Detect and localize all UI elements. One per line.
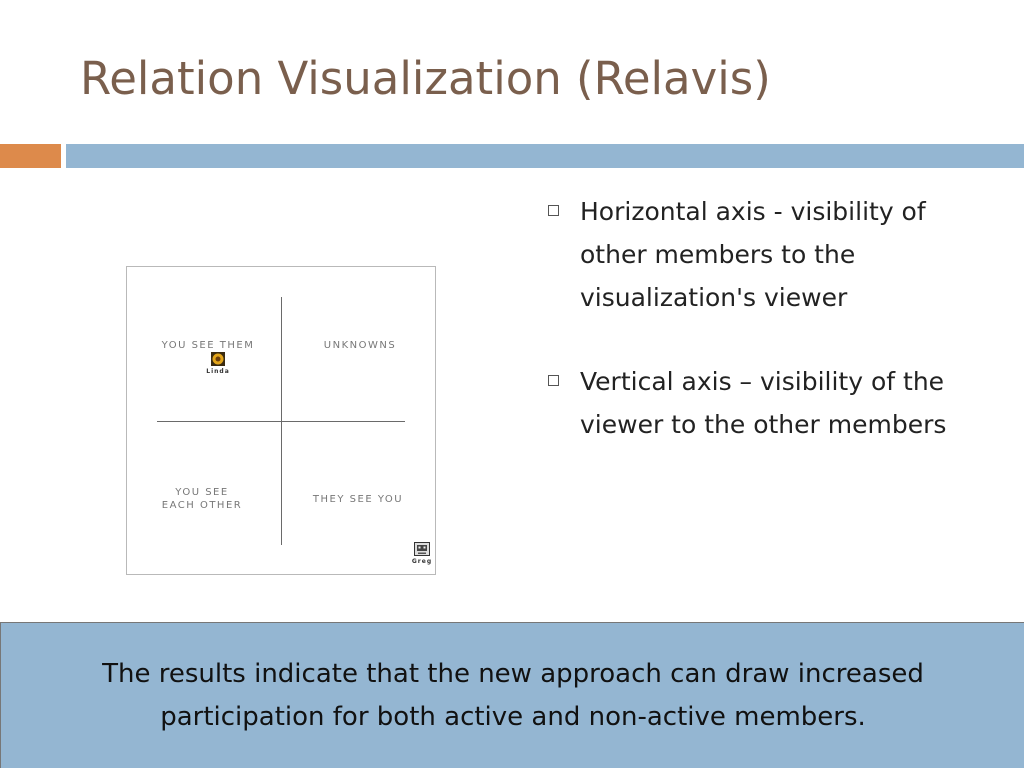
accent-bar-blue [66,144,1024,168]
conclusion-text: The results indicate that the new approach can draw increased participation for both active and non-active members. [102,659,924,732]
member-name-greg: Greg [411,558,433,565]
relavis-quadrant-figure [126,266,436,575]
quadrant-label-you-see-each-other: YOU SEE EACH OTHER [161,487,243,511]
quadrant-label-they-see-you: THEY SEE YOU [312,494,404,505]
accent-bar-orange [0,144,61,168]
quadrant-label-you-see-them: YOU SEE THEM [161,340,255,351]
bullet-text: Horizontal axis - visibility of other members to the visualization's viewer [580,197,926,312]
quadrant-label-unknowns: UNKNOWNS [323,340,397,351]
member-name-linda: Linda [206,368,230,375]
square-bullet-icon [548,375,559,386]
conclusion-box [0,622,1024,768]
bullet-item [543,190,963,319]
robot-avatar-icon [414,542,430,556]
slide-title: Relation Visualization (Relavis) [80,52,771,105]
square-bullet-icon [548,205,559,216]
bullet-item [543,360,963,446]
bullet-list [543,190,963,446]
sunflower-avatar-icon [211,352,225,366]
horizontal-axis-line [157,421,405,422]
bullet-text: Vertical axis – visibility of the viewer to the other members [580,367,947,439]
